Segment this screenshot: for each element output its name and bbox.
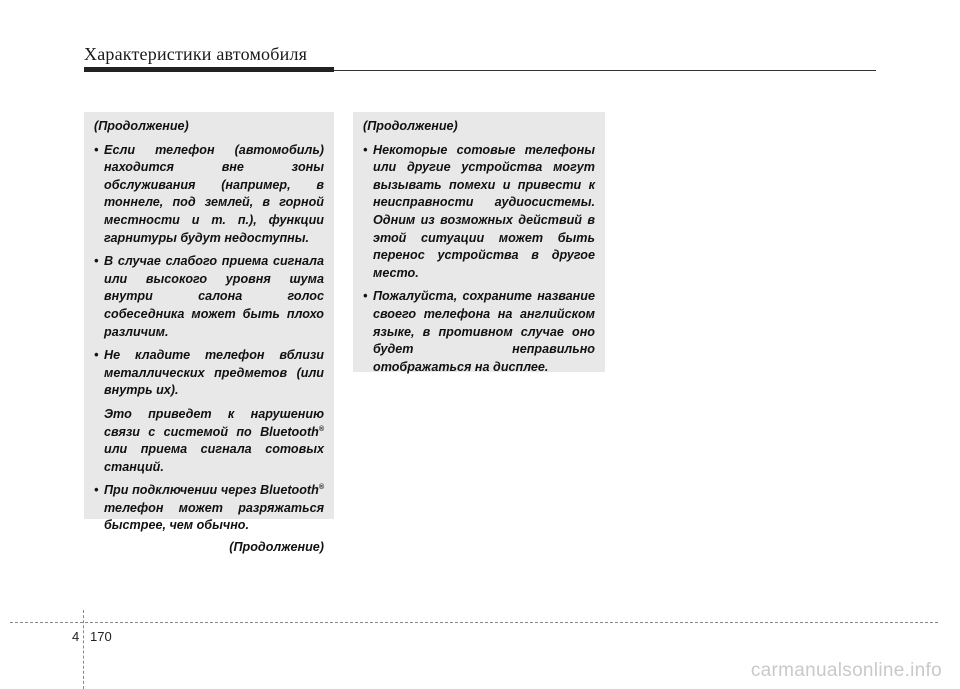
watermark-text: carmanualsonline.info — [750, 660, 942, 681]
footer-dashed-rule — [10, 622, 938, 623]
left-note-item-2-text: В случае слабого приема сигнала или высокого уровня шума внутри салона голос собеседника может быть плохо различим. — [104, 254, 324, 339]
left-note-item-2 — [94, 253, 324, 341]
page-header-title: Характеристики автомобиля — [84, 44, 308, 64]
right-note-item-2 — [363, 288, 595, 376]
footer-dashed-divider — [83, 610, 84, 689]
left-note-item-3-subparagraph — [104, 406, 324, 476]
bullet-icon: • — [363, 142, 368, 157]
subparagraph-text-start: Это приведет к нарушению связи с системой по Bluetooth — [104, 406, 324, 439]
right-note-panel — [353, 112, 605, 372]
item-text-end: телефон может разряжаться быстрее, чем обычно. — [104, 500, 324, 533]
bullet-icon: • — [94, 142, 99, 157]
header-rule — [334, 70, 876, 71]
bullet-icon: • — [94, 483, 99, 498]
bullet-icon: • — [363, 289, 368, 304]
chapter-number: 4 — [72, 629, 80, 644]
left-note-item-3-text: Не кладите телефон вблизи металлических предметов (или внутрь их). — [104, 348, 324, 398]
left-continued-heading: (Продолжение) — [94, 119, 189, 133]
left-note-item-4-text — [104, 482, 324, 535]
subparagraph-text-end: или приема сигнала сотовых станций. — [104, 442, 324, 474]
left-note-panel — [84, 112, 334, 555]
right-continued-heading: (Продолжение) — [363, 119, 458, 133]
left-continued-footer: (Продолжение) — [229, 540, 324, 555]
page-number: 170 — [90, 629, 112, 644]
left-note-item-1-text: Если телефон (автомобиль) находится вне зоны обслуживания (например, в тоннеле, под землей, в горной местности и т. п.), функции гарнитуры будут недоступны. — [104, 142, 324, 245]
left-note-item-1 — [94, 142, 324, 248]
header-bar-thick — [84, 67, 334, 72]
bullet-icon: • — [94, 348, 99, 363]
right-note-item-2-text: Пожалуйста, сохраните название своего телефона на английском языке, в противном случае оно будет неправильно отображаться на дисплее. — [373, 289, 595, 374]
bullet-icon: • — [94, 254, 99, 269]
left-note-item-3 — [94, 347, 324, 476]
right-note-item-1 — [363, 142, 595, 283]
item-text-start: При подключении через Bluetooth — [104, 483, 319, 498]
left-note-item-4 — [94, 482, 324, 535]
registered-mark: ® — [318, 425, 324, 433]
registered-mark: ® — [318, 484, 324, 492]
right-note-item-1-text: Некоторые сотовые телефоны или другие устройства могут вызывать помехи и привести к неисправности аудиосистемы. Одним из возможных действий в этой ситуации может быть перенос устройства в другое место. — [373, 142, 595, 280]
